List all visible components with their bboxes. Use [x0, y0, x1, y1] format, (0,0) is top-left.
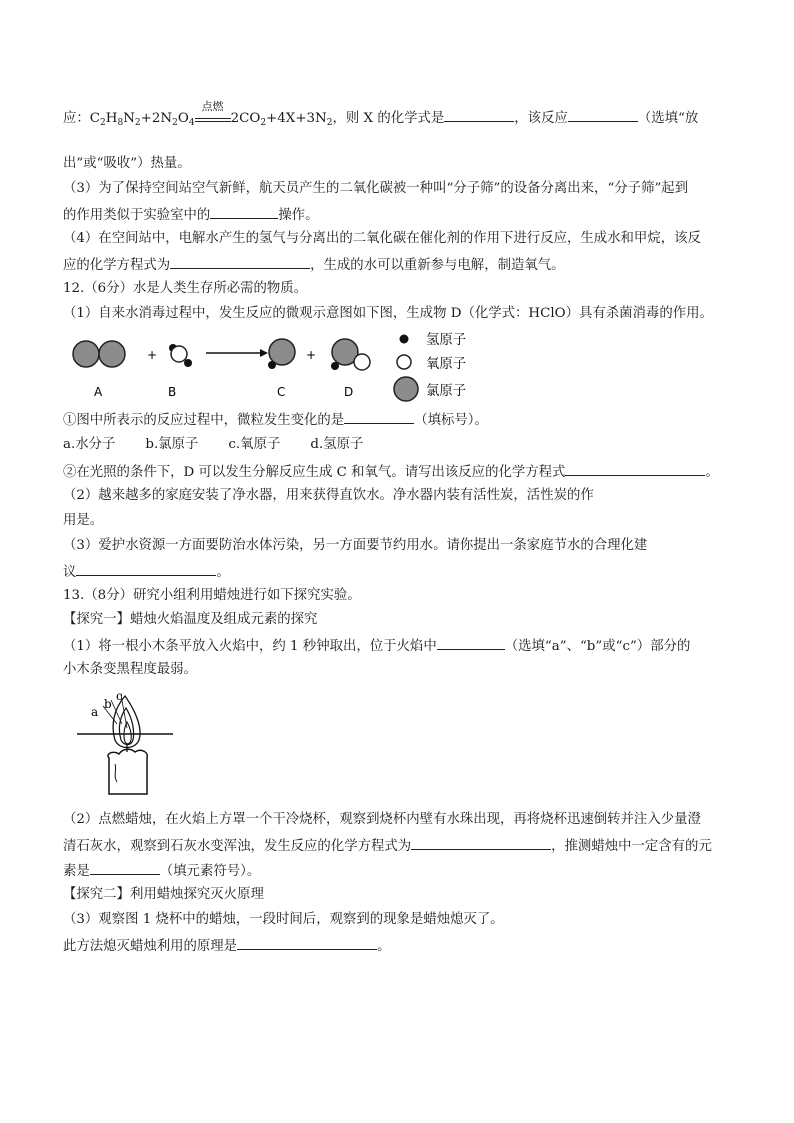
- label-flame-a: a: [91, 705, 99, 719]
- label-flame-b: b: [104, 697, 112, 711]
- answer-blank-elements[interactable]: [90, 861, 160, 875]
- label-flame-c: c: [116, 689, 123, 703]
- label-b: B: [168, 385, 177, 399]
- candle-flame-diagram: [75, 688, 185, 798]
- legend: [394, 332, 466, 401]
- q11-p3-line1: （3）为了保持空间站空气新鲜，航天员产生的二氧化碳被一种叫“分子筛”的设备分离出来，“分子筛”起到: [63, 181, 689, 196]
- legend-hydrogen-marker: [400, 335, 409, 344]
- reaction-condition: 点燃: [195, 112, 231, 122]
- label-a: A: [94, 385, 103, 399]
- legend-hydrogen: 氢原子: [426, 333, 467, 348]
- q13-p2-line3: 素是 （填元素符号）。: [63, 861, 260, 881]
- molecule-a: [73, 341, 125, 367]
- answer-blank-changed-particle[interactable]: [344, 410, 414, 424]
- q11-p4-line2: 应的化学方程式为 ，生成的水可以重新参与电解，制造氧气。: [63, 255, 565, 275]
- q12-p2-line2: 用是。: [63, 513, 104, 528]
- answer-blank-operation[interactable]: [210, 205, 278, 219]
- answer-blank-methane-equation[interactable]: [170, 255, 310, 269]
- q13-p1-line2: 小木条变黑程度最弱。: [63, 662, 197, 677]
- legend-chlorine: 氯原子: [426, 384, 467, 399]
- option-c[interactable]: c.氧原子: [228, 437, 281, 452]
- answer-blank-limewater-equation[interactable]: [411, 836, 551, 850]
- q12-p3-line2: 议 。: [63, 562, 230, 582]
- answer-blank-extinguish-principle[interactable]: [237, 936, 377, 950]
- reaction-micro-diagram: [60, 328, 490, 404]
- answer-blank-flame-part[interactable]: [437, 636, 505, 650]
- option-d[interactable]: d.氢原子: [310, 437, 364, 452]
- q13-heading-1: 【探究一】蜡烛火焰温度及组成元素的探究: [63, 612, 318, 627]
- plus-sign-2: +: [306, 348, 317, 362]
- q12-p3-line1: （3）爱护水资源一方面要防治水体污染，另一方面要节约用水。请你提出一条家庭节水的合理化建: [63, 538, 648, 553]
- flame-inner: [124, 722, 131, 744]
- legend-oxygen: 氧原子: [426, 357, 467, 372]
- label-d: D: [344, 385, 354, 399]
- q12-s2: ②在光照的条件下，D 可以发生分解反应生成 C 和氧气。请写出该反应的化学方程式 。: [63, 462, 719, 482]
- legend-oxygen-marker: [397, 355, 411, 369]
- plus-sign-1: +: [147, 348, 158, 362]
- answer-blank-hclo-equation[interactable]: [565, 462, 705, 476]
- answer-blank-heat[interactable]: [568, 108, 638, 122]
- option-b[interactable]: b.氯原子: [145, 437, 199, 452]
- q12-title: 12.（6分）水是人类生存所必需的物质。: [63, 281, 308, 296]
- option-a[interactable]: a.水分子: [63, 437, 116, 452]
- legend-chlorine-marker: [394, 377, 418, 401]
- q13-title: 13.（8分）研究小组利用蜡烛进行如下探究实验。: [63, 588, 361, 603]
- q11-p4-line1: （4）在空间站中，电解水产生的氢气与分离出的二氧化碳在催化剂的作用下进行反应，生成水和甲烷，该反: [63, 231, 701, 246]
- candle-body: [108, 749, 147, 794]
- label-c: C: [277, 385, 286, 399]
- q13-p1-line1: （1）将一根小木条平放入火焰中，约 1 秒钟取出，位于火焰中 （选填“a”、“b”或“c”）部分的: [63, 636, 690, 656]
- q12-p2-line1: （2）越来越多的家庭安装了净水器，用来获得直饮水。净水器内装有活性炭，活性炭的作: [63, 488, 594, 503]
- q13-p2-line2: 清石灰水，观察到石灰水变浑浊，发生反应的化学方程式为 ，推测蜡烛中一定含有的元: [63, 836, 712, 856]
- molecule-b: [169, 344, 192, 367]
- molecule-c: [268, 339, 295, 369]
- q13-p3-line1: （3）观察图 1 烧杯中的蜡烛，一段时间后，观察到的现象是蜡烛熄灭了。: [63, 912, 504, 927]
- q12-options: [63, 436, 393, 454]
- q13-heading-2: 【探究二】利用蜡烛探究灭火原理: [63, 887, 264, 902]
- q12-s1: ①图中所表示的反应过程中，微粒发生变化的是 （填标号）。: [63, 410, 488, 430]
- q13-p2-line1: （2）点燃蜡烛，在火焰上方罩一个干冷烧杯，观察到烧杯内壁有水珠出现，再将烧杯迅速倒转并注入少量澄: [63, 812, 701, 827]
- q12-p1: （1）自来水消毒过程中，发生反应的微观示意图如下图，生成物 D（化学式：HClO）具有杀菌消毒的作用。: [63, 306, 713, 321]
- q13-p3-line2: 此方法熄灭蜡烛利用的原理是 。: [63, 936, 390, 956]
- q11-equation-line: 应：$C_2H_8N_2+2N_2O_4$ 点燃 $2CO_2+4X+3N_2$，则 X 的化学式是 ，该反应 （选填“放: [63, 100, 699, 128]
- answer-blank-water-saving[interactable]: [76, 562, 216, 576]
- answer-blank-x-formula[interactable]: [444, 108, 514, 122]
- molecule-d: [331, 339, 370, 370]
- q11-line2: 出”或“吸收”）热量。: [63, 156, 191, 171]
- q11-p3-line2: 的作用类似于实验室中的 操作。: [63, 205, 318, 225]
